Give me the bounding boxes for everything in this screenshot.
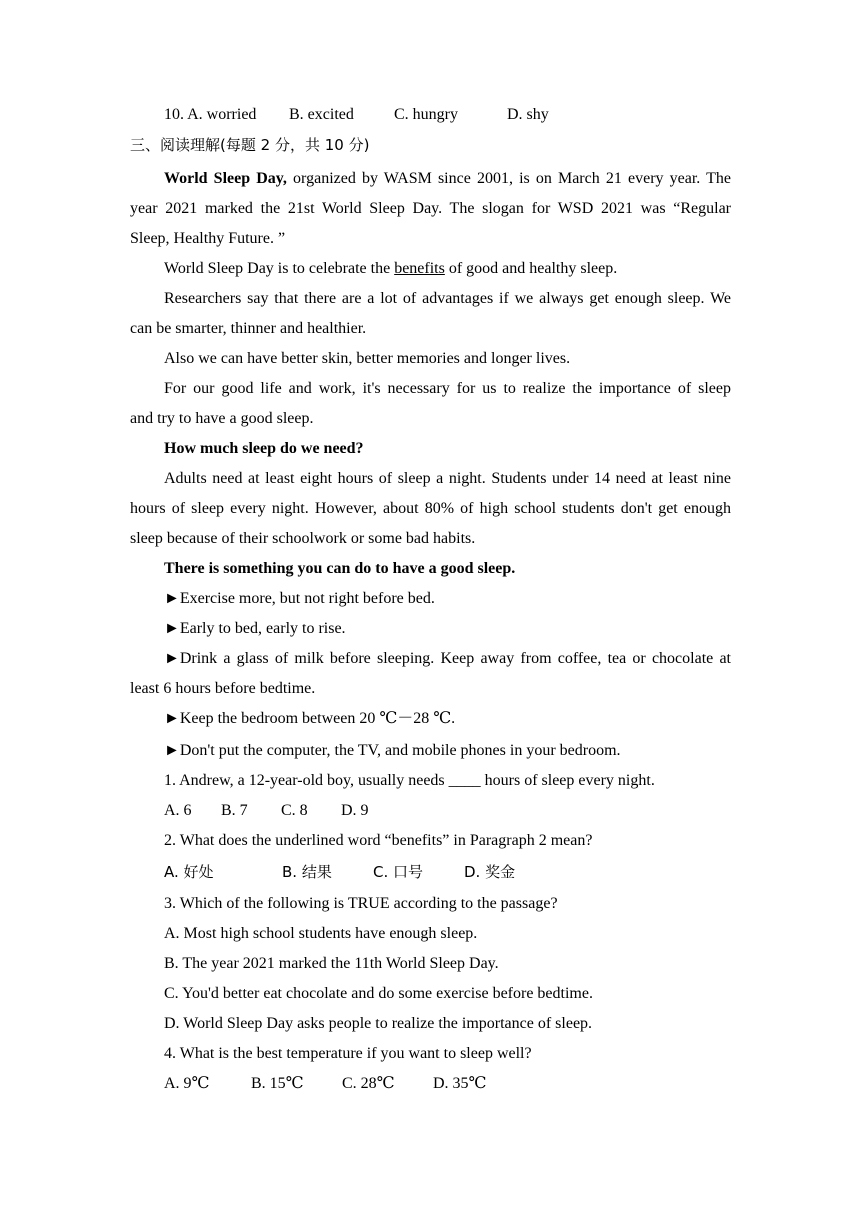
q3-option-a: A. Most high school students have enough sleep.	[164, 925, 478, 942]
q10-option-a: 10. A. worried	[164, 106, 257, 123]
p1-line1-text: organized by WASM since 2001, is on March 21 every year. The	[286, 170, 732, 187]
bullet-no-devices: ►Don't put the computer, the TV, and mobile phones in your bedroom.	[164, 742, 621, 759]
passage-p5-line1: For our good life and work, it's necessary for us to realize the importance of sleep	[164, 380, 731, 397]
passage-p4: Also we can have better skin, better memories and longer lives.	[164, 350, 571, 367]
passage-p1-line3: Sleep, Healthy Future. ”	[130, 230, 286, 247]
section-3-heading	[130, 130, 731, 161]
q4-option-b: B. 15℃	[251, 1075, 304, 1092]
q4-option-a: A. 9℃	[164, 1075, 210, 1092]
subheading-how-much-sleep: How much sleep do we need?	[164, 440, 364, 457]
bullet-milk-line1: ►Drink a glass of milk before sleeping. Keep away from coffee, tea or chocolate at	[164, 650, 731, 667]
question-10-options	[164, 100, 731, 130]
underlined-benefits: benefits	[394, 260, 445, 277]
section-3-title: 三、阅读理解	[130, 136, 221, 154]
world-sleep-day-bold: World Sleep Day,	[164, 170, 287, 187]
passage-p1-line1	[164, 164, 731, 194]
question-4: 4. What is the best temperature if you want to sleep well?	[164, 1045, 532, 1062]
question-1-options	[164, 796, 731, 826]
q2-option-c-text: C. 口号	[373, 863, 424, 881]
passage-p3-line1: Researchers say that there are a lot of advantages if we always get enough sleep. We	[164, 290, 731, 307]
q1-option-b: B. 7	[221, 802, 248, 819]
q1-option-d: D. 9	[341, 802, 369, 819]
q3-option-c: C. You'd better eat chocolate and do some exercise before bedtime.	[164, 985, 593, 1002]
question-2: 2. What does the underlined word “benefits” in Paragraph 2 mean?	[164, 832, 593, 849]
q2-option-b	[282, 857, 373, 888]
q2-option-c	[373, 857, 464, 888]
question-3: 3. Which of the following is TRUE according to the passage?	[164, 895, 558, 912]
q1-option-a: A. 6	[164, 802, 192, 819]
q3-option-d: D. World Sleep Day asks people to realize the importance of sleep.	[164, 1015, 593, 1032]
section-3-note: (每题 2 分，共 10 分)	[220, 136, 370, 154]
passage-p5-line2: and try to have a good sleep.	[130, 410, 314, 427]
q4-option-c: C. 28℃	[342, 1075, 395, 1092]
q4-option-d: D. 35℃	[433, 1075, 487, 1092]
q10-option-c: C. hungry	[394, 106, 458, 123]
q2-option-d	[464, 857, 515, 888]
bullet-milk-line2: least 6 hours before bedtime.	[130, 680, 316, 697]
question-4-options	[164, 1069, 731, 1099]
q1-option-c: C. 8	[281, 802, 308, 819]
q2-option-a-text: A. 好处	[164, 863, 214, 881]
bullet-exercise: ►Exercise more, but not right before bed.	[164, 590, 435, 607]
p2-text-a: World Sleep Day is to celebrate the	[164, 260, 395, 277]
q2-option-b-text: B. 结果	[282, 863, 332, 881]
subheading-good-sleep-tips: There is something you can do to have a good sleep.	[164, 560, 516, 577]
question-2-options	[164, 857, 731, 888]
q3-option-b: B. The year 2021 marked the 11th World Sleep Day.	[164, 955, 499, 972]
passage-p3-line2: can be smarter, thinner and healthier.	[130, 320, 367, 337]
passage-p6-line3: sleep because of their schoolwork or some bad habits.	[130, 530, 476, 547]
bullet-bedroom-temp: ►Keep the bedroom between 20 ℃－28 ℃.	[164, 710, 456, 727]
q2-option-d-text: D. 奖金	[464, 863, 516, 881]
passage-p6-line2: hours of sleep every night. However, about 80% of high school students don't get enough	[130, 500, 731, 517]
passage-p2	[164, 254, 731, 284]
q2-option-a	[164, 857, 282, 888]
passage-p6-line1: Adults need at least eight hours of sleep a night. Students under 14 need at least nine	[164, 470, 731, 487]
question-1: 1. Andrew, a 12-year-old boy, usually needs ____ hours of sleep every night.	[164, 772, 655, 789]
bullet-early-to-bed: ►Early to bed, early to rise.	[164, 620, 346, 637]
q10-option-d: D. shy	[507, 106, 549, 123]
q10-option-b: B. excited	[289, 106, 354, 123]
p2-text-b: of good and healthy sleep.	[444, 260, 618, 277]
passage-p1-line2: year 2021 marked the 21st World Sleep Day. The slogan for WSD 2021 was “Regular	[130, 200, 731, 217]
